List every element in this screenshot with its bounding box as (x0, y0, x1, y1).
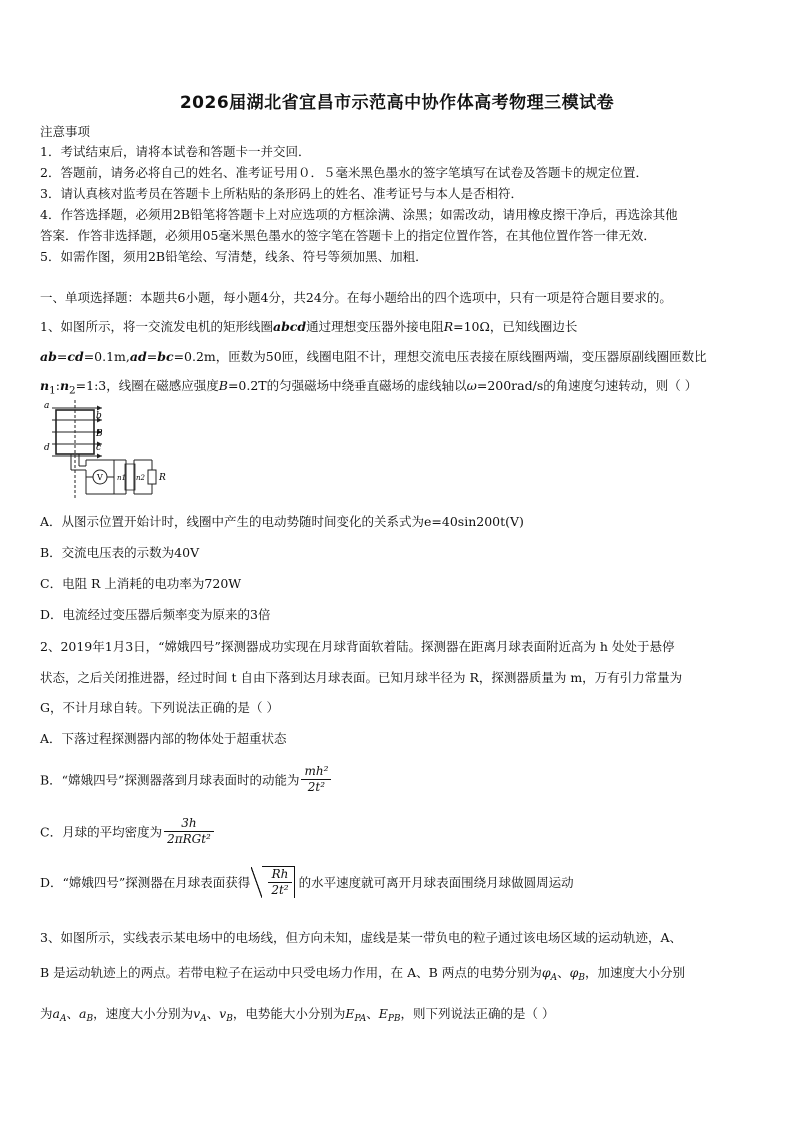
notice-heading: 注意事项 (40, 124, 91, 139)
notice-item: 5．如需作图，须用2B铅笔绘、写清楚，线条、符号等须加黑、加粗． (40, 249, 428, 264)
q2-option-b: B．“嫦娥四号”探测器落到月球表面时的动能为 $\frac{\text{mh²}}{\text{2t²}}$ (40, 764, 333, 795)
q1-option-a: A．从图示位置开始计时，线圈中产生的电动势随时间变化的关系式为e=40sin200t(V) (40, 514, 524, 529)
section-heading: 一、单项选择题：本题共6小题，每小题4分，共24分。在每小题给出的四个选项中，只有一项是符合题目要求的。 (40, 290, 672, 305)
q1-option-c: C．电阻 R 上消耗的电功率为720W (40, 576, 242, 591)
q1-line-2: ab=cd=0.1m,ad=bc=0.2m，匝数为50匝，线圈电阻不计，理想交流电压表接在原线圈两端，变压器原副线圈匝数比 (40, 349, 707, 364)
q3-line-1: 3、如图所示，实线表示某电场中的电场线，但方向未知，虚线是某一带负电的粒子通过该电场区域的运动轨迹，A、 (40, 930, 682, 945)
q2-line-2: 状态，之后关闭推进器，经过时间 t 自由下落到达月球表面。已知月球半径为 R，探测器质量为 m，万有引力常量为 (40, 670, 683, 685)
page-title: 2026届湖北省宜昌市示范高中协作体高考物理三模试卷 (179, 93, 615, 113)
q1-line-1: 1、如图所示，将一交流发电机的矩形线圈abcd通过理想变压器外接电阻R=10Ω，已知线圈边长 (40, 319, 578, 334)
notice-item: 答案．作答非选择题，必须用05毫米黑色墨水的签字笔在答题卡上的指定位置作答，在其他位置作答一律无效． (40, 228, 656, 243)
label-a: a (44, 401, 50, 411)
sqrt-expression (262, 866, 294, 898)
notice-item: 2．答题前，请务必将自己的姓名、准考证号用０．５毫米黑色墨水的签字笔填写在试卷及答题卡的规定位置． (40, 165, 648, 180)
q3-line-3: 为$a_A$、$a_B$，速度大小分别为$v_A$、$v_B$，电势能大小分别为$E_{PA}$、$E_{PB}$，则下列说法正确的是（ ） (40, 1006, 555, 1024)
q2-line-3: G，不计月球自转。下列说法正确的是（ ） (40, 700, 279, 715)
q2-option-a: A．下落过程探测器内部的物体处于超重状态 (40, 731, 287, 746)
notice-item: 3．请认真核对监考员在答题卡上所粘贴的条形码上的姓名、准考证号与本人是否相符． (40, 186, 523, 201)
label-c: c (96, 443, 102, 453)
label-n1: n1 (117, 474, 126, 482)
notice-item: 4．作答选择题，必须用2B铅笔将答题卡上对应选项的方框涂满、涂黑；如需改动，请用橡皮擦干净后，再选涂其他 (40, 207, 678, 222)
q2-option-d: D．“嫦娥四号”探测器在月球表面获得 $\frac{Rh}{\text{2t²}}$ 的水平速度就可离开月球表面围绕月球做圆周运动 (40, 867, 574, 897)
generator-transformer-diagram (40, 398, 170, 500)
q2-line-1: 2、2019年1月3日，“嫦娥四号”探测器成功实现在月球背面软着陆。探测器在距离月球表面附近高为 h 处处于悬停 (40, 639, 675, 654)
label-n2: n2 (136, 474, 145, 482)
fraction: $\frac{\text{mh²}}{\text{2t²}}$ (301, 764, 331, 795)
label-d: d (44, 443, 50, 453)
fraction: $\frac{3h}{\text{2πRGt²}}$ (164, 816, 214, 847)
voltmeter-label: V (97, 473, 103, 482)
label-b: b (96, 411, 102, 421)
label-R: R (159, 473, 166, 483)
q1-line-3: $n_1:n_2=1:3$，线圈在磁感应强度B=0.2T的匀强磁场中绕垂直磁场的虚线轴以ω=200rad/s的角速度匀速转动，则（ ） (40, 378, 698, 397)
notice-item: 1．考试结束后，请将本试卷和答题卡一并交回． (40, 144, 311, 159)
q1-option-d: D．电流经过变压器后频率变为原来的3倍 (40, 607, 271, 622)
fraction: $\frac{Rh}{\text{2t²}}$ (268, 867, 291, 898)
q3-line-2: B 是运动轨迹上的两点。若带电粒子在运动中只受电场力作用，在 A、B 两点的电势分别为$\varphi_A$、$\varphi_B$，加速度大小分别 (40, 965, 686, 983)
q2-option-c: C．月球的平均密度为 $\frac{3h}{\text{2πRGt²}}$ (40, 816, 216, 847)
label-field-B: B (96, 429, 103, 439)
q1-option-b: B．交流电压表的示数为40V (40, 545, 200, 560)
